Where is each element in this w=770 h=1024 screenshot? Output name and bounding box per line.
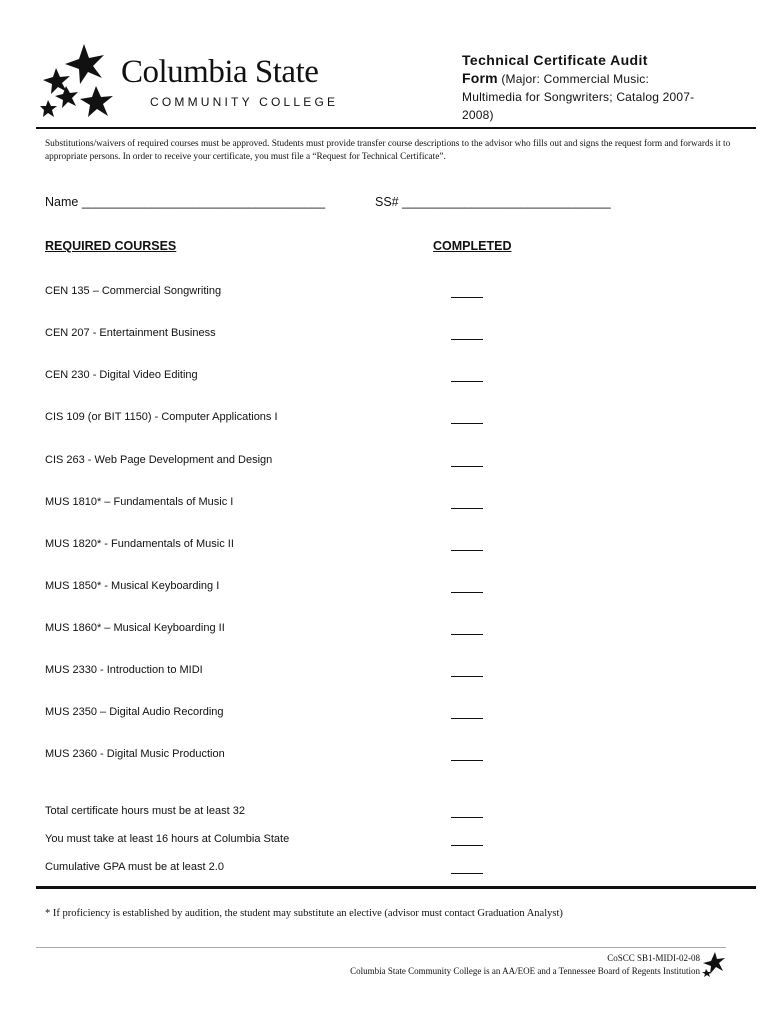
- footnote: * If proficiency is established by audition, the student may substitute an elective (advisor must contact Graduation Analyst): [45, 908, 563, 919]
- completed-blank[interactable]: [451, 538, 483, 551]
- completed-blank[interactable]: [451, 285, 483, 298]
- title-major: (Major: Commercial Music:: [501, 72, 650, 86]
- star-icon: [702, 951, 726, 977]
- institution-statement: Columbia State Community College is an AA/EOE and a Tennessee Board of Regents Institution: [350, 966, 700, 976]
- completed-blank[interactable]: [451, 833, 483, 846]
- requirement-row: [45, 833, 545, 849]
- course-row: [45, 369, 545, 385]
- course-row: [45, 622, 545, 638]
- completed-blank[interactable]: [451, 369, 483, 382]
- ss-field[interactable]: SS# ______________________________: [375, 195, 611, 209]
- title-major-line: [462, 69, 742, 88]
- completed-blank[interactable]: [451, 454, 483, 467]
- completed-blank[interactable]: [451, 748, 483, 761]
- title-line-2: Multimedia for Songwriters; Catalog 2007-: [462, 90, 695, 104]
- completed-blank[interactable]: [451, 805, 483, 818]
- title-main: Technical Certificate Audit: [462, 52, 648, 68]
- course-row: [45, 496, 545, 512]
- requirement-label: Cumulative GPA must be at least 2.0: [45, 861, 224, 873]
- course-label: CEN 230 - Digital Video Editing: [45, 369, 198, 381]
- completed-blank[interactable]: [451, 496, 483, 509]
- requirement-label: You must take at least 16 hours at Columbia State: [45, 833, 290, 845]
- title-form-word: Form: [462, 70, 498, 86]
- logo-subtitle: COMMUNITY COLLEGE: [150, 95, 339, 109]
- course-label: CEN 135 – Commercial Songwriting: [45, 285, 222, 297]
- requirement-row: [45, 861, 545, 877]
- course-row: [45, 327, 545, 343]
- required-courses-heading: REQUIRED COURSES: [45, 239, 177, 253]
- title-line-3: 2008): [462, 108, 494, 122]
- completed-blank[interactable]: [451, 664, 483, 677]
- requirement-row: [45, 805, 545, 821]
- logo-name: Columbia State: [121, 54, 319, 90]
- footer-divider: [36, 947, 726, 948]
- completed-blank[interactable]: [451, 622, 483, 635]
- completed-blank[interactable]: [451, 411, 483, 424]
- intro-paragraph: Substitutions/waivers of required courses must be approved. Students must provide transfer course descriptions to the advisor who fills out and signs the request form and forwards it to appropriate persons. In order to receive your certificate, you must file a “Request for Technical Certificate”.: [45, 139, 731, 162]
- course-label: MUS 1860* – Musical Keyboarding II: [45, 622, 225, 634]
- course-label: MUS 1850* - Musical Keyboarding I: [45, 580, 220, 592]
- bottom-divider: [36, 886, 756, 889]
- completed-blank[interactable]: [451, 327, 483, 340]
- form-title: [462, 51, 742, 124]
- requirement-label: Total certificate hours must be at least 32: [45, 805, 245, 817]
- top-divider: [36, 127, 756, 129]
- course-row: [45, 454, 545, 470]
- name-field[interactable]: Name ___________________________________: [45, 195, 326, 209]
- course-label: CIS 109 (or BIT 1150) - Computer Applications I: [45, 411, 278, 423]
- course-label: CIS 263 - Web Page Development and Design: [45, 454, 273, 466]
- completed-blank[interactable]: [451, 580, 483, 593]
- course-row: [45, 411, 545, 427]
- course-label: MUS 2350 – Digital Audio Recording: [45, 706, 224, 718]
- course-row: [45, 664, 545, 680]
- college-logo: [40, 40, 339, 122]
- course-row: [45, 748, 545, 764]
- course-row: [45, 706, 545, 722]
- star-cluster-icon: [40, 40, 122, 122]
- course-row: [45, 285, 545, 301]
- course-label: CEN 207 - Entertainment Business: [45, 327, 216, 339]
- completed-heading: COMPLETED: [433, 239, 512, 253]
- course-label: MUS 2360 - Digital Music Production: [45, 748, 225, 760]
- completed-blank[interactable]: [451, 861, 483, 874]
- course-row: [45, 538, 545, 554]
- completed-blank[interactable]: [451, 706, 483, 719]
- form-code: CoSCC SB1-MIDI-02-08: [607, 953, 700, 963]
- course-row: [45, 580, 545, 596]
- course-label: MUS 1820* - Fundamentals of Music II: [45, 538, 234, 550]
- course-label: MUS 1810* – Fundamentals of Music I: [45, 496, 234, 508]
- course-label: MUS 2330 - Introduction to MIDI: [45, 664, 203, 676]
